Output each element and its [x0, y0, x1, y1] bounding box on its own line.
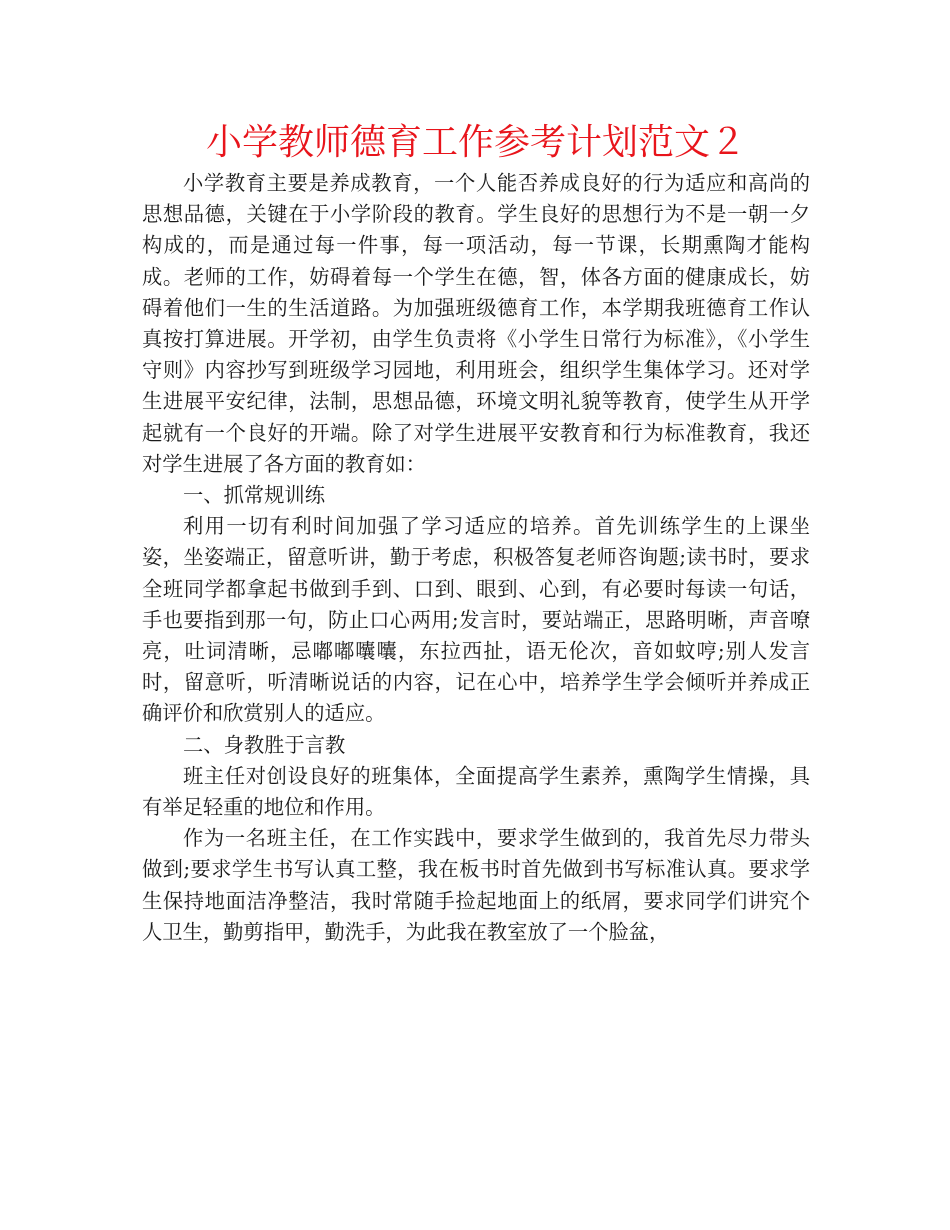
paragraph-class-teacher-role: 班主任对创设良好的班集体，全面提高学生素养，熏陶学生情操，具有举足轻重的地位和作用。: [142, 763, 810, 820]
paragraph-intro: 小学教育主要是养成教育，一个人能否养成良好的行为适应和高尚的思想品德，关键在于小学阶段的教育。学生良好的思想行为不是一朝一夕构成的，而是通过每一件事，每一项活动，每一节课，长期熏陶才能构成。老师的工作，妨碍着每一个学生在德，智，体各方面的健康成长，妨碍着他们一生的生活道路。为加强班级德育工作，本学期我班德育工作认真按打算进展。开学初，由学生负责将《小学生日常行为标准》，《小学生守则》内容抄写到班级学习园地，利用班会，组织学生集体学习。还对学生进展平安纪律，法制，思想品德，环境文明礼貌等教育，使学生从开学起就有一个良好的开端。除了对学生进展平安教育和行为标准教育，我还对学生进展了各方面的教育如：: [142, 171, 810, 476]
paragraph-routine-training: 利用一切有利时间加强了学习适应的培养。首先训练学生的上课坐姿，坐姿端正，留意听讲，勤于考虑，积极答复老师咨询题;读书时，要求全班同学都拿起书做到手到、口到、眼到、心到，有必要时每读一句话，手也要指到那一句，防止口心两用;发言时，要站端正，思路明晰，声音嘹亮，吐词清晰，忌嘟嘟囔囔，东拉西扯，语无伦次，音如蚊哼;别人发言时，留意听，听清晰说话的内容，记在心中，培养学生学会倾听并养成正确评价和欣赏别人的适应。: [142, 514, 810, 726]
section-heading-lead-by-example: 二、身教胜于言教: [183, 732, 346, 757]
section-heading-routine-training: 一、抓常规训练: [183, 483, 325, 508]
document-title: 小学教师德育工作参考计划范文２: [205, 122, 746, 163]
paragraph-teacher-practice: 作为一名班主任，在工作实践中，要求学生做到的，我首先尽力带头做到;要求学生书写认真工整，我在板书时首先做到书写标准认真。要求学生保持地面洁净整洁，我时常随手捡起地面上的纸屑，要求同学们讲究个人卫生，勤剪指甲，勤洗手，为此我在教室放了一个脸盆，: [142, 826, 810, 944]
document-page: [142, 118, 810, 948]
document-body: [142, 168, 810, 948]
